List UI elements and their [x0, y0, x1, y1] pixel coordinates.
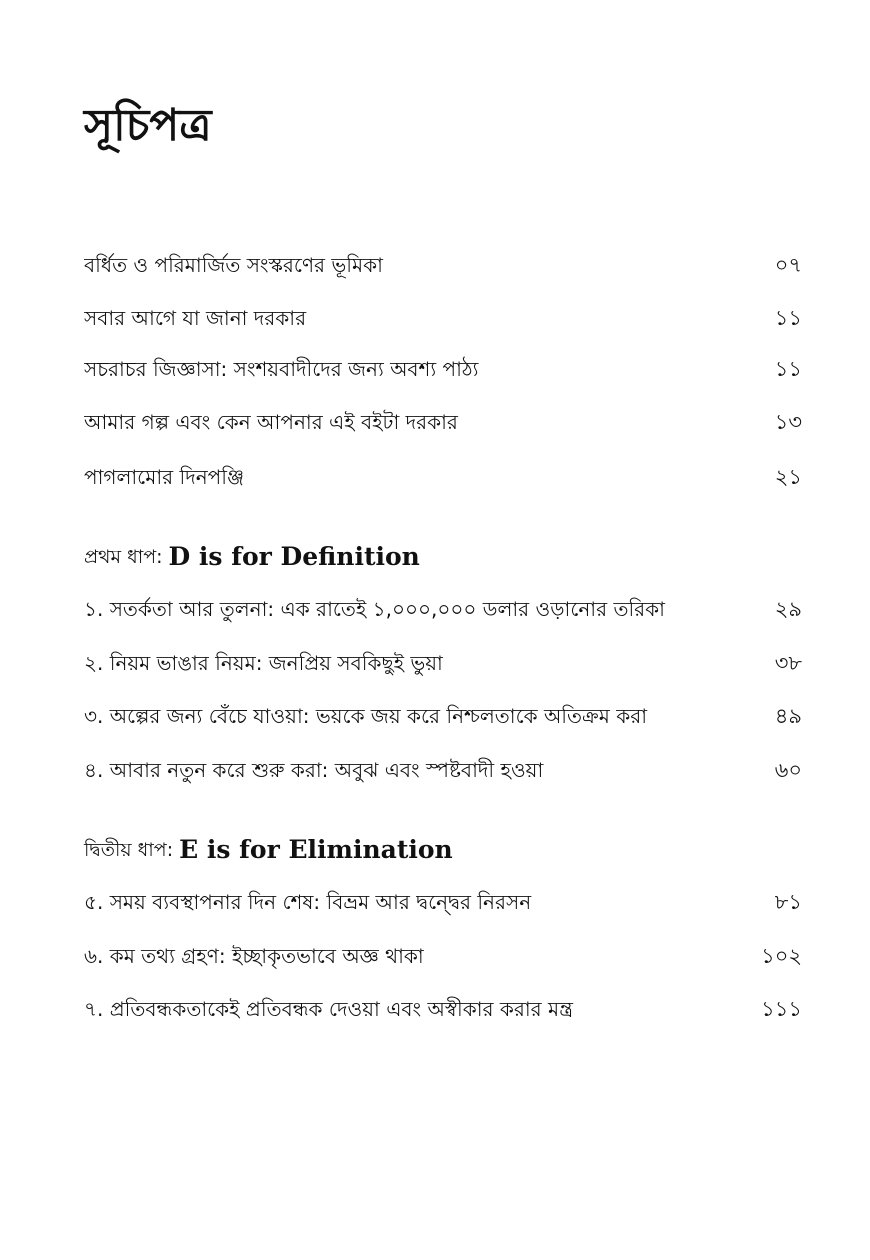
- toc-entry[interactable]: [84, 884, 802, 920]
- entry-title: ৬. কম তথ্য গ্রহণ: ইচ্ছাকৃতভাবে অজ্ঞ থাকা: [84, 944, 424, 968]
- section-heading: [84, 537, 420, 577]
- section-heading: [84, 830, 453, 870]
- toc-entry[interactable]: [84, 247, 802, 283]
- entry-title: সবার আগে যা জানা দরকার: [84, 306, 307, 330]
- entry-title: ৫. সময় ব্যবস্থাপনার দিন শেষ: বিভ্রম আর দ্বন্দ্বের নিরসন: [84, 890, 532, 914]
- toc-entry[interactable]: [84, 351, 802, 387]
- entry-title: বর্ধিত ও পরিমার্জিত সংস্করণের ভূমিকা: [84, 253, 383, 277]
- entry-title: সচরাচর জিজ্ঞাসা: সংশয়বাদীদের জন্য অবশ্য পাঠ্য: [84, 357, 479, 381]
- entry-page-number: ০৭: [774, 253, 802, 277]
- toc-entry[interactable]: [84, 591, 802, 627]
- entry-page-number: ১০২: [761, 944, 802, 968]
- section-title: D is for Definition: [168, 542, 420, 571]
- entry-title: ১. সতর্কতা আর তুলনা: এক রাতেই ১,০০০,০০০ ডলার ওড়ানোর তরিকা: [84, 597, 665, 621]
- toc-entry[interactable]: [84, 300, 802, 336]
- entry-title: আমার গল্প এবং কেন আপনার এই বইটা দরকার: [84, 410, 458, 434]
- entry-title: ২. নিয়ম ভাঙার নিয়ম: জনপ্রিয় সবকিছুই ভুয়া: [84, 651, 443, 675]
- entry-page-number: ৪৯: [774, 704, 802, 728]
- toc-entry[interactable]: [84, 645, 802, 681]
- toc-entry[interactable]: [84, 752, 802, 788]
- toc-entry[interactable]: [84, 991, 802, 1027]
- entry-page-number: ২১: [774, 465, 802, 489]
- page-title: সূচিপত্র: [84, 100, 212, 151]
- toc-entry[interactable]: [84, 459, 802, 495]
- entry-page-number: ১১১: [761, 997, 802, 1021]
- entry-page-number: ২৯: [774, 597, 802, 621]
- entry-title: পাগলামোর দিনপঞ্জি: [84, 465, 245, 489]
- section-prefix: প্রথম ধাপ:: [84, 546, 163, 568]
- entry-title: ৭. প্রতিবন্ধকতাকেই প্রতিবন্ধক দেওয়া এবং অস্বীকার করার মন্ত্র: [84, 997, 574, 1021]
- entry-page-number: ১১: [774, 357, 802, 381]
- toc-entry[interactable]: [84, 404, 802, 440]
- toc-entry[interactable]: [84, 698, 802, 734]
- entry-title: ৪. আবার নতুন করে শুরু করা: অবুঝ এবং স্পষ্টবাদী হওয়া: [84, 758, 544, 782]
- entry-title: ৩. অল্পের জন্য বেঁচে যাওয়া: ভয়কে জয় করে নিশ্চলতাকে অতিক্রম করা: [84, 704, 647, 728]
- entry-page-number: ১১: [774, 306, 802, 330]
- entry-page-number: ৮১: [774, 890, 802, 914]
- section-prefix: দ্বিতীয় ধাপ:: [84, 839, 174, 861]
- toc-entry[interactable]: [84, 938, 802, 974]
- entry-page-number: ৩৮: [774, 651, 802, 675]
- section-title: E is for Elimination: [179, 835, 453, 864]
- entry-page-number: ১৩: [774, 410, 802, 434]
- entry-page-number: ৬০: [774, 758, 802, 782]
